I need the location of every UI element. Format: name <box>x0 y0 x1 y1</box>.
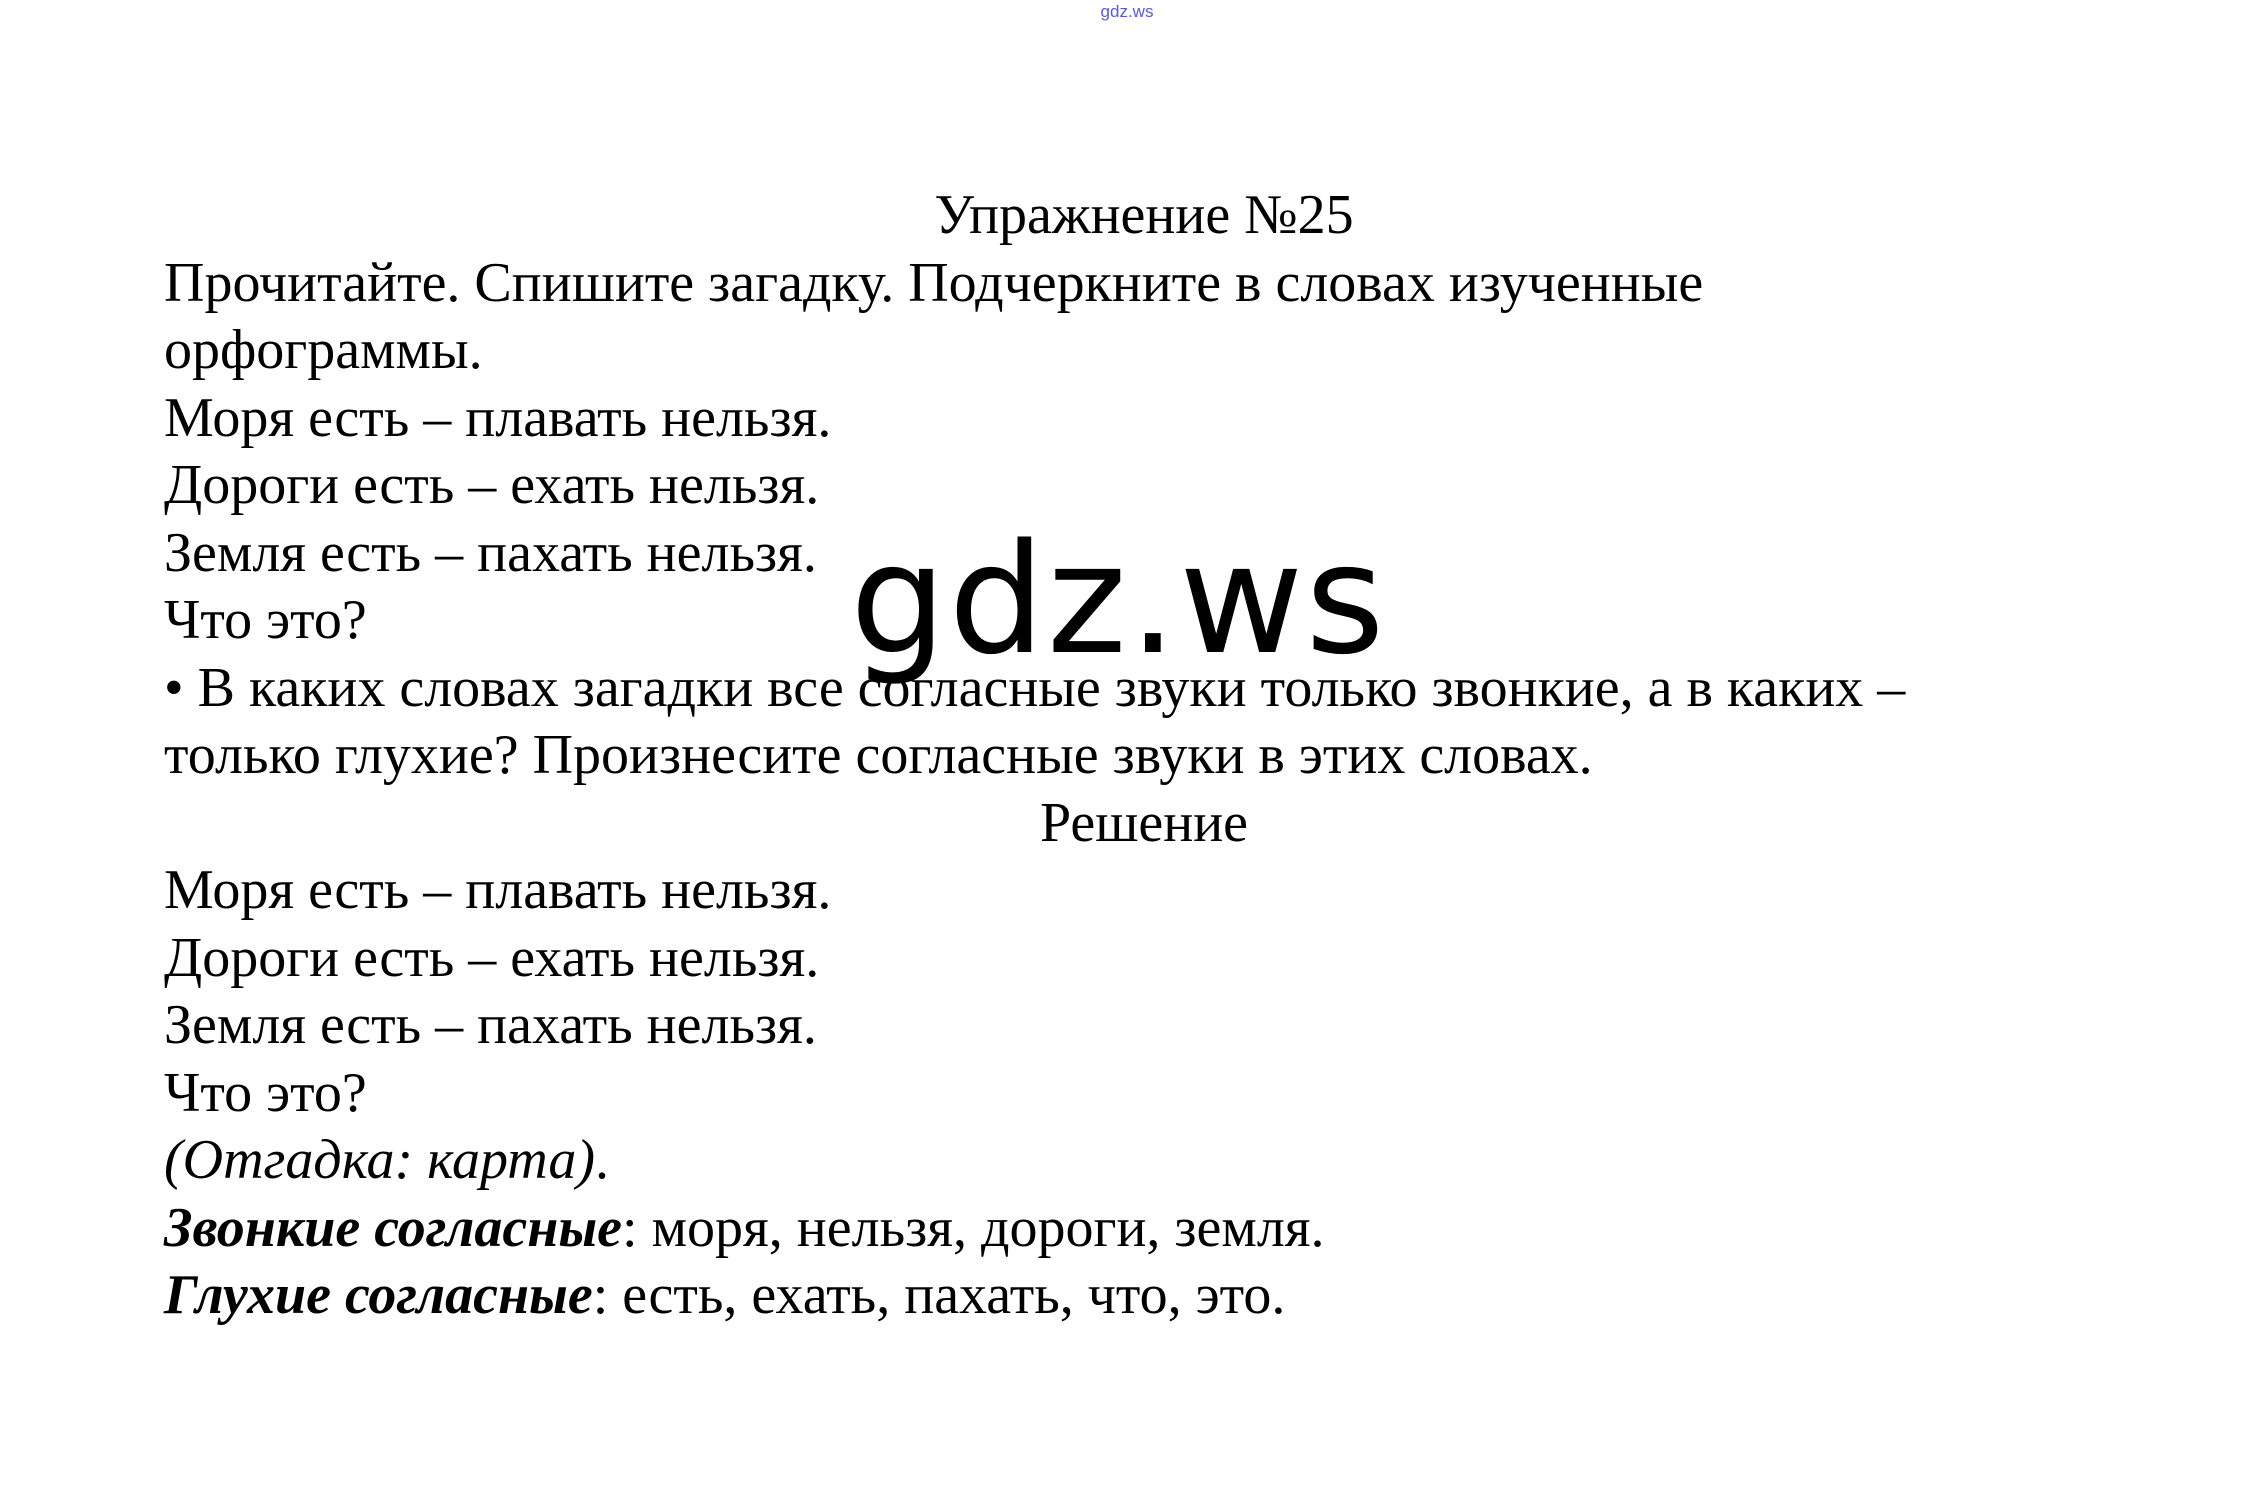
voiceless-label: Глухие согласные <box>164 1264 593 1326</box>
voiced-line <box>164 1195 2124 1263</box>
document-page <box>164 182 2124 1330</box>
solution-riddle-line-4: Что это? <box>164 1061 367 1124</box>
site-mark: gdz.ws <box>1100 2 1154 21</box>
exercise-title: Упражнение №25 <box>934 184 1354 246</box>
riddle-line-1: Моря есть – плавать нельзя. <box>164 386 832 449</box>
watermark-logo: gdz.ws <box>850 511 1387 688</box>
answer-text: (Отгадка: карта) <box>164 1129 595 1191</box>
task-line-1: Прочитайте. Спишите загадку. Подчеркните в словах изученные <box>164 251 1704 314</box>
solution-riddle-line-2: Дороги есть – ехать нельзя. <box>164 926 820 989</box>
voiced-label: Звонкие согласные <box>164 1196 623 1259</box>
voiceless-words: : есть, ехать, пахать, что, это. <box>592 1264 1286 1326</box>
solution-riddle-line-1: Моря есть – плавать нельзя. <box>164 859 832 921</box>
voiced-words: : моря, нельзя, дороги, земля. <box>622 1196 1325 1259</box>
riddle-line-3: Земля есть – пахать нельзя. <box>164 521 817 584</box>
answer-line <box>164 1127 2124 1195</box>
riddle-line-4: Что это? <box>164 589 367 651</box>
question-line-1: • В каких словах загадки все согласные звуки только звонкие, а в каких – <box>164 656 1906 719</box>
voiceless-line <box>164 1262 2124 1330</box>
task-line-2: орфограммы. <box>164 319 483 381</box>
question-line-2: только глухие? Произнесите согласные звуки в этих словах. <box>164 724 1593 786</box>
answer-period: . <box>595 1129 609 1191</box>
solution-riddle-line-3: Земля есть – пахать нельзя. <box>164 994 817 1056</box>
solution-heading: Решение <box>1039 791 1249 854</box>
riddle-line-2: Дороги есть – ехать нельзя. <box>164 454 820 516</box>
